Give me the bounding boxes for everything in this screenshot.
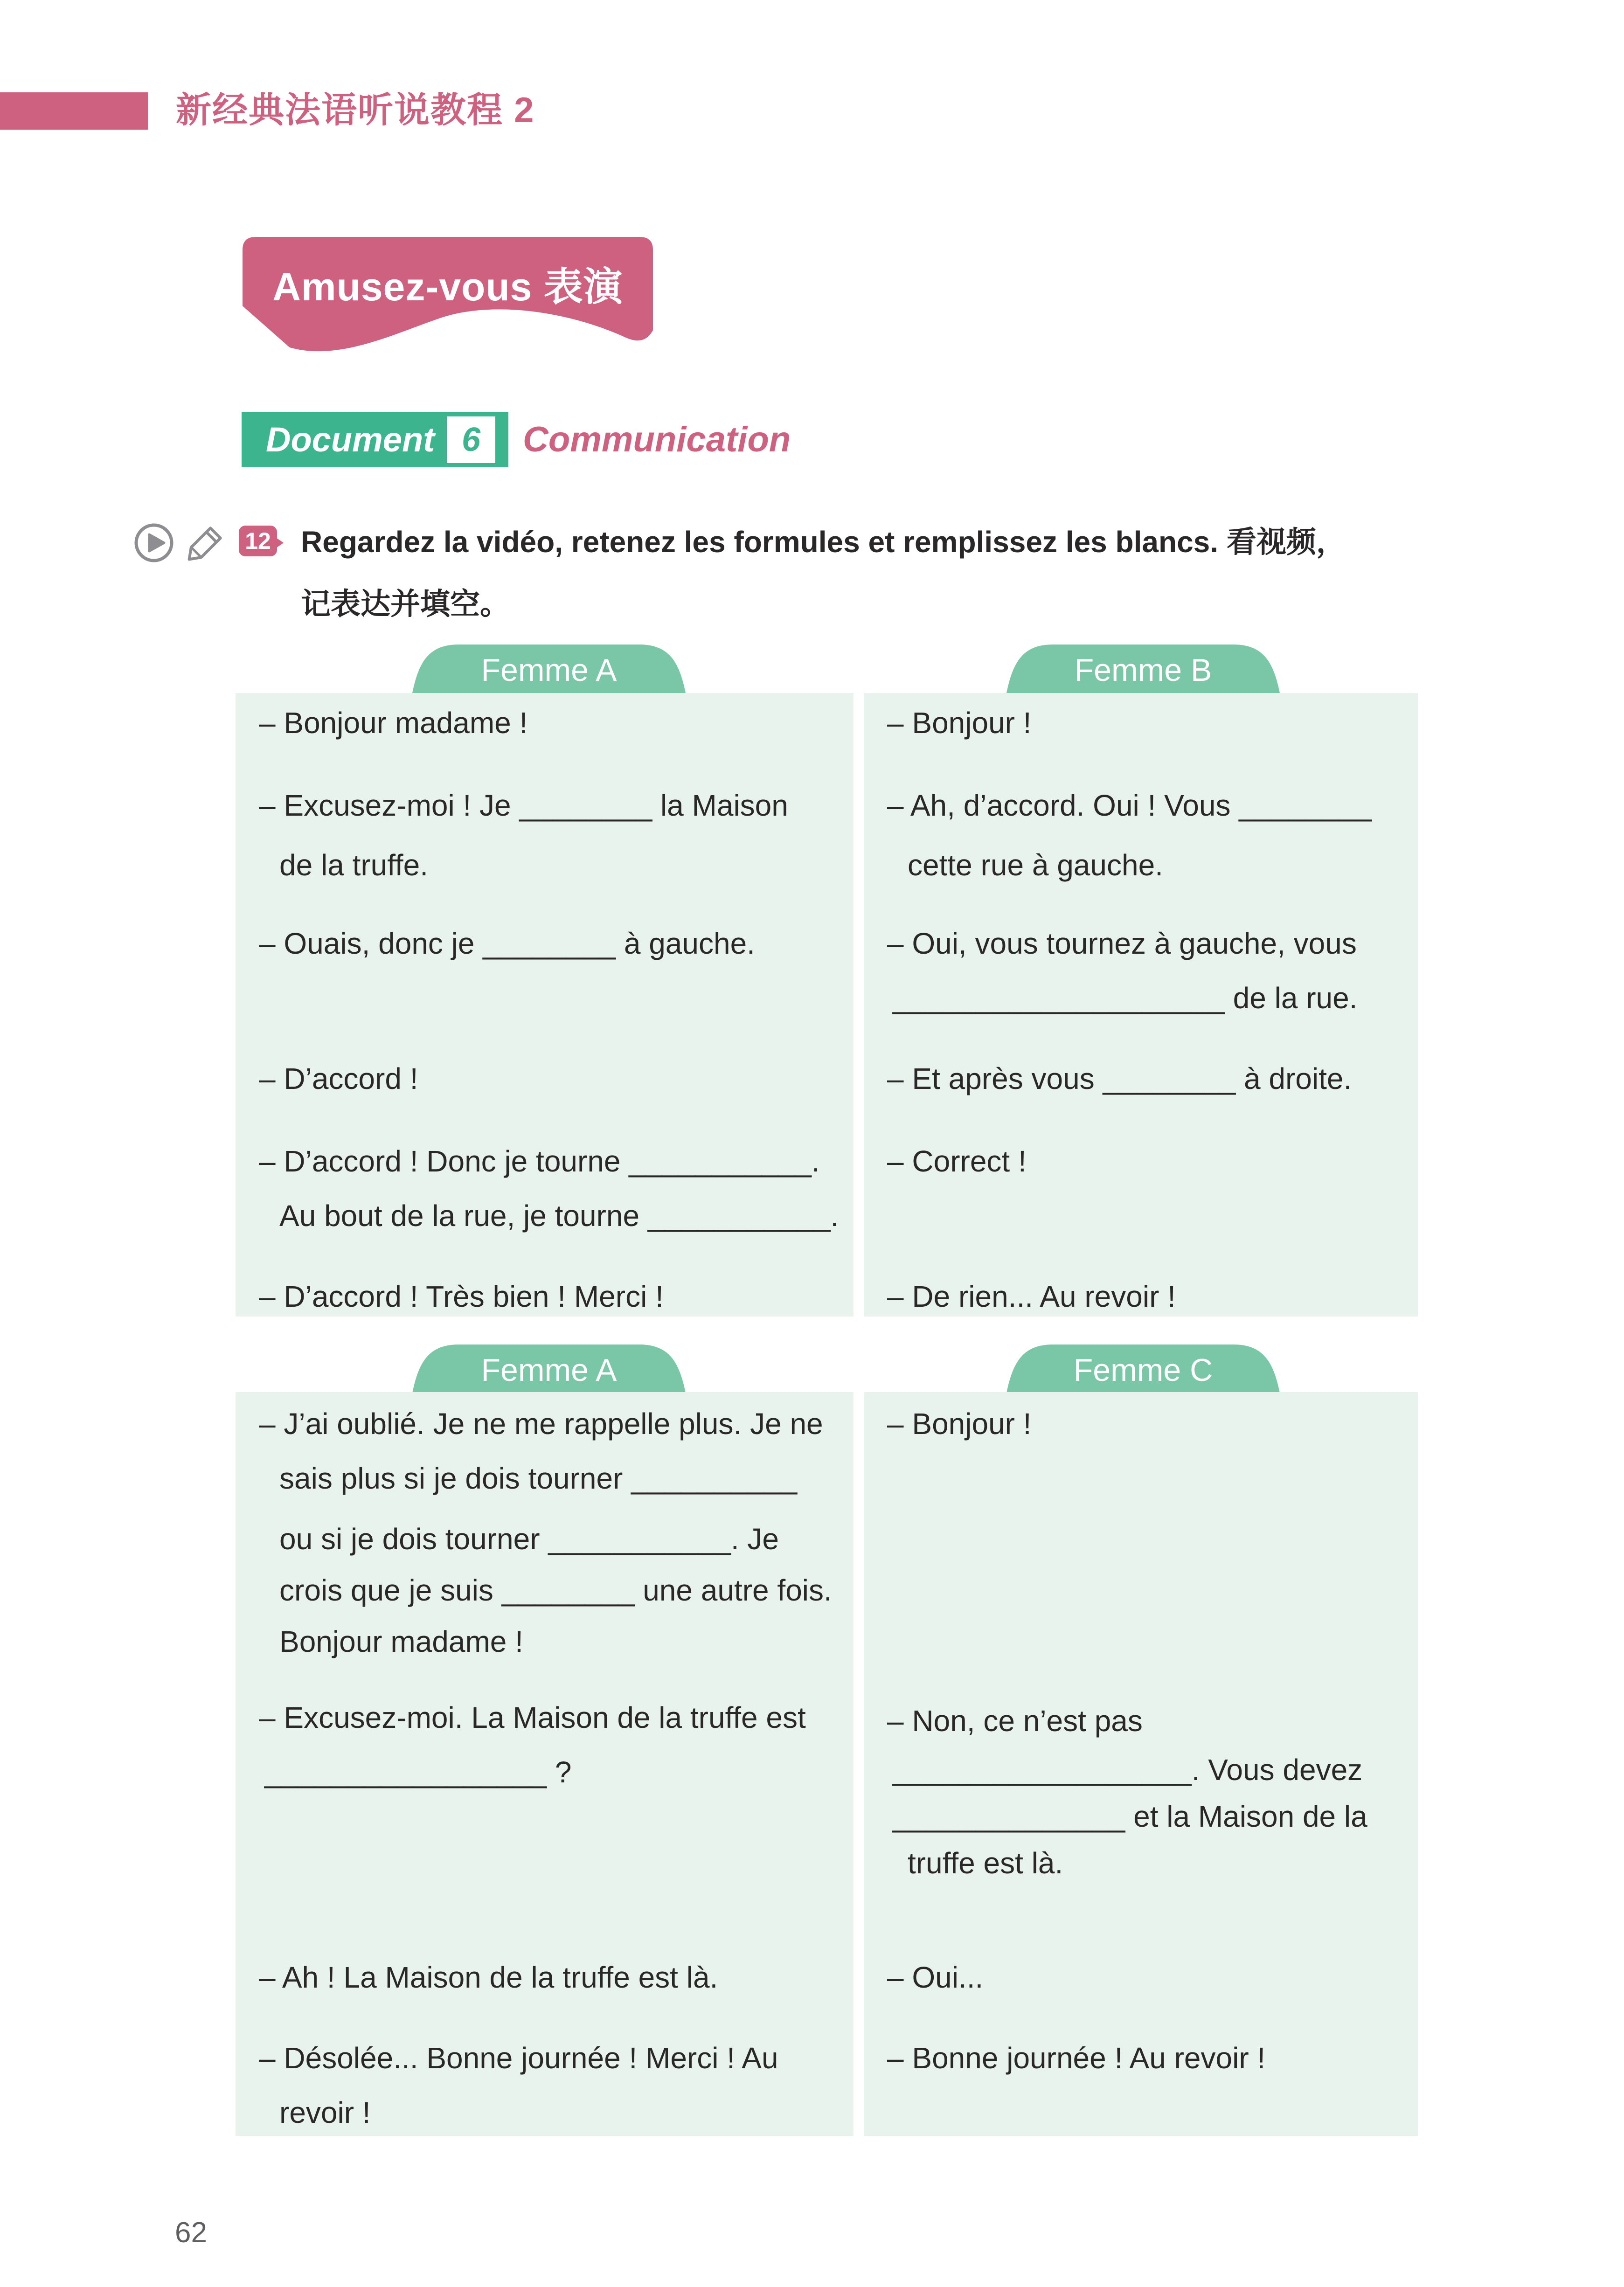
pencil-icon bbox=[185, 523, 225, 563]
dialogue-line: ou si je dois tourner ___________. Je bbox=[279, 1522, 779, 1556]
exercise-instruction-line-1: Regardez la vidéo, retenez les formules et remplissez les blancs. 看视频， bbox=[301, 525, 1346, 559]
speaker-tab-label: Femme B bbox=[1074, 652, 1212, 688]
document-number: 6 bbox=[461, 421, 481, 458]
header-accent-bar bbox=[0, 92, 148, 130]
document-subtitle: Communication bbox=[523, 420, 791, 459]
section-banner bbox=[243, 237, 653, 358]
dialogue-box-femme-a-1 bbox=[236, 693, 854, 1317]
play-icon bbox=[134, 523, 174, 563]
exercise-instruction-line-2: 记表达并填空。 bbox=[301, 587, 510, 621]
dialogue-line: – Oui, vous tournez à gauche, vous bbox=[887, 927, 1357, 960]
document-label: Document bbox=[266, 420, 435, 459]
dialogue-box-femme-b bbox=[864, 693, 1418, 1317]
speaker-tab-label: Femme C bbox=[1073, 1352, 1213, 1388]
dialogue-line: – Ouais, donc je ________ à gauche. bbox=[259, 927, 755, 960]
dialogue-line: – Et après vous ________ à droite. bbox=[887, 1062, 1352, 1095]
exercise-number-badge: 12 bbox=[239, 526, 277, 556]
document-number-box bbox=[447, 416, 495, 463]
dialogue-line: – De rien... Au revoir ! bbox=[887, 1280, 1176, 1313]
dialogue-line: Au bout de la rue, je tourne ___________. bbox=[279, 1199, 839, 1233]
document-badge bbox=[242, 412, 508, 467]
dialogue-line: – D’accord ! Donc je tourne ___________. bbox=[259, 1144, 820, 1178]
dialogue-line: – Excusez-moi. La Maison de la truffe est bbox=[259, 1701, 806, 1734]
dialogue-box-femme-a-3 bbox=[236, 1392, 854, 2136]
dialogue-line: – Bonjour ! bbox=[887, 1407, 1032, 1441]
dialogue-line: – Désolée... Bonne journée ! Merci ! Au bbox=[259, 2041, 778, 2075]
dialogue-line: cette rue à gauche. bbox=[908, 848, 1163, 882]
banner-title: Amusez-vous 表演 bbox=[272, 265, 623, 309]
dialogue-line: – Non, ce n’est pas bbox=[887, 1704, 1143, 1738]
speaker-tab-femme-c bbox=[1006, 1344, 1280, 1393]
dialogue-line: ____________________ de la rue. bbox=[893, 981, 1358, 1015]
dialogue-line: – Bonne journée ! Au revoir ! bbox=[887, 2041, 1266, 2075]
dialogue-line: ______________ et la Maison de la bbox=[893, 1800, 1367, 1833]
dialogue-line: truffe est là. bbox=[908, 1846, 1063, 1880]
speaker-tab-femme-a-2 bbox=[412, 1344, 686, 1393]
speaker-tab-femme-a bbox=[412, 645, 686, 693]
dialogue-line: de la truffe. bbox=[279, 848, 429, 882]
dialogue-line: – Ah, d’accord. Oui ! Vous ________ bbox=[887, 789, 1372, 822]
dialogue-line: sais plus si je dois tourner __________ bbox=[279, 1462, 798, 1495]
dialogue-line: __________________. Vous devez bbox=[893, 1753, 1363, 1787]
dialogue-box-femme-c bbox=[864, 1392, 1418, 2136]
speaker-tab-label: Femme A bbox=[481, 652, 617, 688]
book-title: 新经典法语听说教程 2 bbox=[176, 90, 535, 130]
speaker-tab-label: Femme A bbox=[481, 1352, 617, 1388]
dialogue-line: – Bonjour ! bbox=[887, 706, 1032, 740]
dialogue-line: – Ah ! La Maison de la truffe est là. bbox=[259, 1961, 718, 1994]
dialogue-line: – D’accord ! bbox=[259, 1062, 418, 1095]
speaker-tab-femme-b bbox=[1006, 645, 1280, 693]
dialogue-line: crois que je suis ________ une autre fois. bbox=[279, 1573, 832, 1607]
dialogue-line: revoir ! bbox=[279, 2096, 371, 2129]
dialogue-line: _________________ ? bbox=[264, 1755, 572, 1789]
dialogue-line: – Correct ! bbox=[887, 1144, 1027, 1178]
dialogue-line: – J’ai oublié. Je ne me rappelle plus. Je ne bbox=[259, 1407, 823, 1441]
dialogue-line: – Excusez-moi ! Je ________ la Maison bbox=[259, 789, 788, 822]
dialogue-line: – Oui... bbox=[887, 1961, 984, 1994]
dialogue-line: Bonjour madame ! bbox=[279, 1625, 523, 1658]
dialogue-line: – Bonjour madame ! bbox=[259, 706, 528, 740]
page-number: 62 bbox=[175, 2217, 207, 2249]
dialogue-line: – D’accord ! Très bien ! Merci ! bbox=[259, 1280, 664, 1313]
